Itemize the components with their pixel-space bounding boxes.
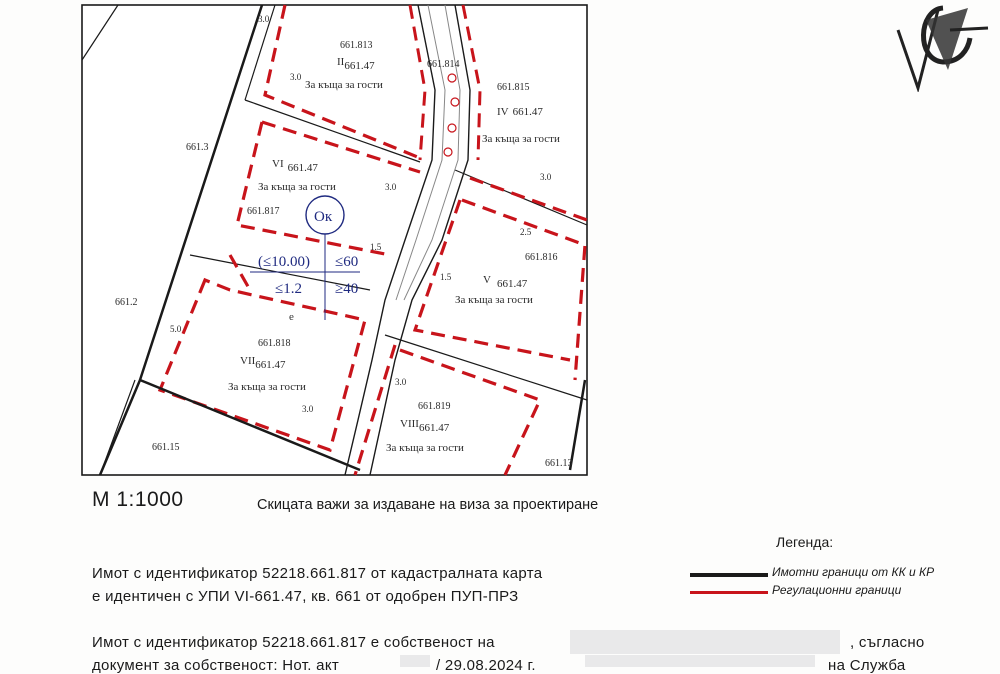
upi-label: VII661.47 (240, 355, 286, 371)
setback-label: 5.0 (170, 324, 182, 334)
redacted-owner (570, 630, 840, 654)
parcel-id: 661.814 (427, 59, 460, 70)
legend-item-cadastre (690, 566, 1000, 582)
setback-label: 2.5 (520, 227, 532, 237)
office-label: на Служба (828, 657, 906, 674)
ownership-line-1 (92, 634, 495, 651)
upi-label: V 661.47 (483, 274, 528, 290)
parcel-id: 661.3 (186, 142, 209, 153)
legend-item-regulation (690, 584, 1000, 600)
identity-line-2: е идентичен с УПИ VI-661.47, кв. 661 от одобрен ПУП-ПРЗ (92, 588, 519, 605)
zone-kint: ≤1.2 (275, 281, 302, 297)
map-frame (82, 5, 587, 475)
logo-emblem (888, 0, 998, 92)
parcel-id: 661.818 (258, 338, 291, 349)
setback-label: 3.0 (540, 172, 552, 182)
parcel-id: 661.816 (525, 252, 558, 263)
upi-label: IV 661.47 (497, 106, 543, 118)
legend-label: Имотни граници от КК и КР (772, 565, 935, 579)
deed-date: / 29.08.2024 г. (436, 657, 536, 674)
parcel-use: За къща за гости (228, 381, 306, 393)
legend-label: Регулационни граници (772, 583, 902, 597)
validity-note: Скицата важи за издаване на виза за проектиране (257, 497, 599, 513)
identity-line-1: Имот с идентификатор 52218.661.817 от кадастралната карта (92, 565, 543, 582)
zone-height: (≤10.00) (258, 254, 310, 270)
deed-label: документ за собственост: Нот. акт (92, 657, 340, 674)
parcel-id: 661.815 (497, 82, 530, 93)
zone-code: Ок (314, 209, 333, 225)
zone-letter: e (289, 311, 294, 323)
parcel-use: За къща за гости (386, 442, 464, 454)
setback-label: 3.0 (385, 182, 397, 192)
zone-density: ≤60 (335, 254, 359, 270)
parcel-use: За къща за гости (258, 181, 336, 193)
parcel-use: За къща за гости (305, 79, 383, 91)
legend-title: Легенда: (776, 534, 834, 550)
parcel-id: 661.817 (247, 206, 280, 217)
parcel-id: 661.15 (152, 442, 180, 453)
upi-label: VI 661.47 (272, 158, 318, 174)
setback-label: 3.0 (290, 72, 302, 82)
setback-label: 1.5 (440, 272, 452, 282)
upi-label: II661.47 (337, 56, 375, 72)
setback-label: 3.0 (302, 404, 314, 414)
setback-label: 3.0 (258, 14, 270, 24)
legend-swatch-regulation (690, 591, 768, 594)
zone-green: ≥40 (335, 281, 359, 297)
ownership-suffix: , съгласно (850, 634, 925, 651)
parcel-id: 661.13 (545, 458, 573, 469)
setback-label: 3.0 (395, 377, 407, 387)
upi-label: VIII661.47 (400, 418, 450, 434)
redacted-office (585, 655, 815, 667)
parcel-use: За къща за гости (482, 133, 560, 145)
parcel-id: 661.2 (115, 297, 138, 308)
parcel-use: За къща за гости (455, 294, 533, 306)
redacted-deed-number (400, 655, 430, 667)
map-scale: M 1:1000 (92, 488, 184, 511)
setback-label: 1.5 (370, 242, 382, 252)
parcel-id: 661.813 (340, 40, 373, 51)
legend-swatch-cadastre (690, 573, 768, 577)
ownership-prefix: Имот с идентификатор 52218.661.817 е собственост на (92, 634, 495, 651)
parcel-id: 661.819 (418, 401, 451, 412)
